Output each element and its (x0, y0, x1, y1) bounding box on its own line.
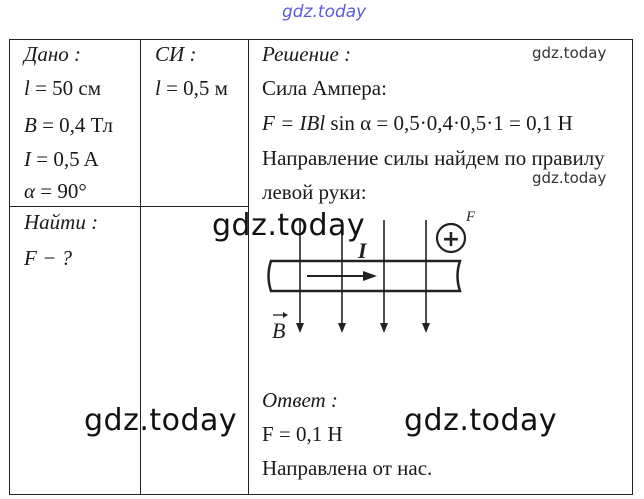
solution-line-ampere: Сила Ампера: (262, 76, 387, 100)
table-right-border (632, 39, 633, 495)
given-item-current: I = 0,5 A (24, 147, 99, 171)
answer-header: Ответ : (262, 388, 338, 412)
given-header: Дано : (24, 42, 82, 66)
watermark-small-1: gdz.today (532, 44, 607, 62)
solution-line-left-hand: левой руки: (262, 180, 367, 204)
solution-line-rule: Направление силы найдем по правилу (262, 146, 605, 170)
watermark-small-2: gdz.today (532, 169, 607, 187)
table-bottom-border (9, 494, 633, 495)
given-item-length: l = 50 см (24, 76, 102, 100)
table-top-border (9, 39, 633, 40)
given-item-field: B = 0,4 Тл (24, 113, 113, 137)
find-header: Найти : (24, 210, 99, 234)
si-header: СИ : (155, 42, 197, 66)
force-plus-icon: + (441, 227, 461, 252)
solution-header: Решение : (262, 42, 352, 66)
answer-value: F = 0,1 Н (262, 422, 343, 446)
find-item: F − ? (24, 246, 72, 270)
watermark-big-3: gdz.today (404, 403, 558, 438)
force-label: F (466, 209, 475, 225)
field-label: B (272, 318, 286, 343)
column-divider-2 (248, 39, 249, 495)
field-arrow-3 (380, 323, 388, 333)
si-item-length: l = 0,5 м (155, 76, 228, 100)
field-arrow-2 (338, 323, 346, 333)
given-find-divider (9, 206, 249, 207)
solution-formula: F = IBl sin α = 0,5·0,4·0,5·1 = 0,1 Н (262, 111, 573, 135)
given-item-angle: α = 90° (24, 179, 87, 203)
watermark-big-1: gdz.today (212, 208, 366, 243)
field-arrow-1 (296, 323, 304, 333)
current-label: I (358, 238, 367, 263)
watermark-top: gdz.today (282, 2, 367, 22)
watermark-big-2: gdz.today (84, 403, 238, 438)
field-arrow-4 (422, 323, 430, 333)
table-left-border (9, 39, 10, 495)
answer-direction: Направлена от нас. (262, 456, 433, 480)
